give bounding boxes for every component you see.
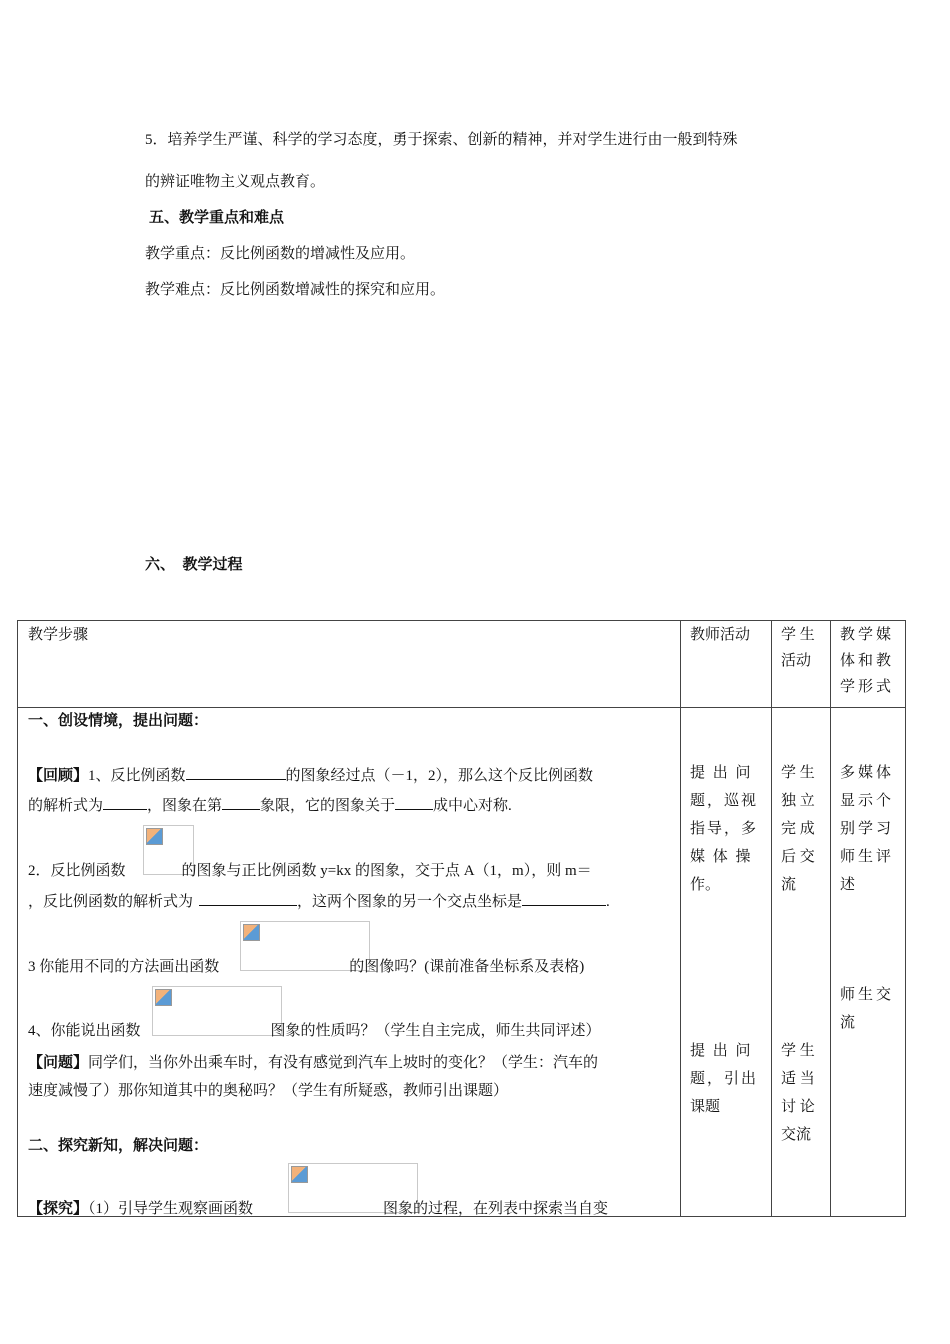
review-text-c: 的解析式为 [28, 798, 104, 814]
q3-line [28, 955, 584, 976]
q4-text-a: 4、你能说出函数 [28, 1023, 141, 1039]
media-1-l2: 显示个 [840, 793, 895, 809]
review-line2 [28, 793, 512, 815]
student-activity-2-l3: 讨 论 [781, 1099, 815, 1115]
student-activity-2-l2: 适 当 [781, 1071, 815, 1087]
student-activity-1-l5: 流 [781, 877, 797, 893]
header-media-2: 体和教 [840, 653, 895, 669]
section-6-title: 六、 教学过程 [145, 557, 243, 573]
student-activity-2-l1: 学 生 [781, 1043, 815, 1059]
teacher-activity-2-l3: 课题 [690, 1099, 721, 1115]
q2-line2 [28, 889, 610, 911]
blank-expression[interactable] [103, 793, 147, 810]
q2-text-b: 的图象与正比例函数 y=kx 的图象，交于点 A（1，m），则 m＝ [181, 863, 592, 879]
q2-line1 [28, 859, 592, 880]
review-label: 【回顾】 [28, 768, 89, 784]
media-1-l3: 别学习 [840, 821, 895, 837]
question-line1 [28, 1051, 598, 1072]
question-label: 【问题】 [28, 1055, 89, 1071]
image-icon [146, 828, 163, 845]
media-1-l4: 师生评 [840, 849, 895, 865]
blank-function[interactable] [186, 763, 286, 780]
q3-text-b: 的图像吗？(课前准备坐标系及表格) [349, 959, 585, 975]
q4-line [28, 1019, 601, 1040]
teacher-activity-1-l2: 题，巡视 [690, 793, 759, 809]
blank-coordinate[interactable] [522, 889, 606, 906]
q2-text-c: ，反比例函数的解析式为 [28, 894, 194, 910]
header-student-1: 学 生 [781, 627, 815, 643]
objective-5-line1: 5．培养学生严谨、科学的学习态度，勇于探索、创新的精神，并对学生进行由一般到特殊 [145, 132, 738, 148]
teacher-activity-2-l2: 题，引出 [690, 1071, 759, 1087]
q3-text-a: 3 你能用不同的方法画出函数 [28, 959, 220, 975]
student-activity-2-l4: 交流 [781, 1127, 812, 1143]
review-text-d: ，图象在第 [147, 798, 223, 814]
image-icon [243, 924, 260, 941]
blank-center[interactable] [395, 793, 433, 810]
student-activity-1-l3: 完 成 [781, 821, 815, 837]
key-point: 教学重点：反比例函数的增减性及应用。 [145, 246, 416, 262]
explore-text-b: 图象的过程，在列表中探索当自变 [383, 1201, 609, 1217]
student-activity-1-l2: 独 立 [781, 793, 815, 809]
question-text-1: 同学们，当你外出乘车时，有没有感觉到汽车上坡时的变化？（学生：汽车的 [88, 1055, 599, 1071]
header-student-2: 活动 [781, 653, 812, 669]
image-icon [291, 1166, 308, 1183]
image-icon [155, 989, 172, 1006]
review-text-b: 的图象经过点（－1，2），那么这个反比例函数 [285, 768, 594, 784]
part2-title: 二、探究新知，解决问题： [28, 1138, 209, 1154]
teacher-activity-1-l4: 媒 体 操 [690, 849, 753, 865]
media-2-l1: 师生交 [840, 987, 895, 1003]
student-activity-1-l4: 后 交 [781, 849, 815, 865]
part1-title: 一、创设情境，提出问题： [28, 713, 209, 729]
teaching-process-table [17, 620, 906, 1217]
review-text-f: 成中心对称. [433, 798, 512, 814]
header-media-1: 教学媒 [840, 627, 895, 643]
difficult-point: 教学难点：反比例函数增减性的探究和应用。 [145, 282, 446, 298]
teacher-activity-1-l3: 指导，多 [690, 821, 759, 837]
media-2-l2: 流 [840, 1015, 856, 1031]
header-teacher: 教师活动 [690, 627, 751, 643]
explore-label: 【探究】 [28, 1201, 89, 1217]
media-1-l5: 述 [840, 877, 856, 893]
q2-text-e: . [606, 894, 610, 910]
teacher-activity-1-l1: 提 出 问 [690, 765, 753, 781]
student-activity-1-l1: 学 生 [781, 765, 815, 781]
explore-line [28, 1197, 608, 1218]
header-media-3: 学形式 [840, 679, 895, 695]
objective-5-line2: 的辨证唯物主义观点教育。 [145, 174, 326, 190]
teacher-activity-1-l5: 作。 [690, 877, 721, 893]
header-steps: 教学步骤 [28, 627, 89, 643]
q2-text-a: 2．反比例函数 [28, 863, 126, 879]
question-line2: 速度减慢了）那你知道其中的奥秘吗？（学生有所疑惑，教师引出课题） [28, 1083, 509, 1099]
q2-text-d: ，这两个图象的另一个交点坐标是 [297, 894, 523, 910]
media-1-l1: 多媒体 [840, 765, 895, 781]
review-text-e: 象限，它的图象关于 [260, 798, 396, 814]
blank-quadrant[interactable] [222, 793, 260, 810]
explore-text-a: （1）引导学生观察画函数 [88, 1201, 254, 1217]
blank-analytic[interactable] [199, 889, 297, 906]
teacher-activity-2-l1: 提 出 问 [690, 1043, 753, 1059]
section-5-title: 五、教学重点和难点 [149, 210, 285, 226]
q4-text-b: 图象的性质吗？（学生自主完成，师生共同评述） [270, 1023, 601, 1039]
review-line1 [28, 763, 593, 785]
review-text-a: 1、反比例函数 [88, 768, 186, 784]
